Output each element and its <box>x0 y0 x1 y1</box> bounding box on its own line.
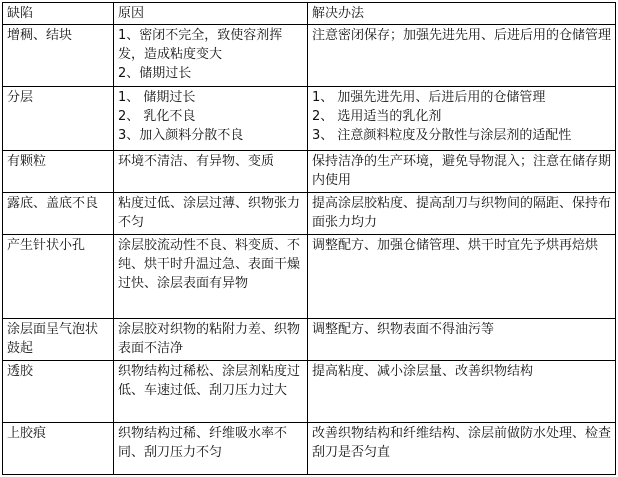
cause-line: 1、密闭不完全，致使容剂挥发，造成粘度变大 <box>118 28 283 62</box>
cause-cell <box>114 87 308 151</box>
defect-cell: 有颗粒 <box>3 151 114 193</box>
table-row <box>3 360 616 422</box>
cause-cell <box>114 318 308 360</box>
cause-cell <box>114 422 308 474</box>
solution-line: 改善织物结构和纤维结构、涂层前做防水处理、检查刮刀是否匀直 <box>312 425 612 460</box>
cause-line: 涂层胶流动性不良、料变质、不纯、烘干时升温过急、表面干燥过快、涂层表面有异物 <box>118 238 301 292</box>
header-solution: 解决办法 <box>308 3 616 25</box>
defect-label: 露底、盖底不良 <box>7 196 99 212</box>
cause-line: 2、储期过长 <box>118 66 192 81</box>
solution-line: 调整配方、织物表面不得油污等 <box>312 321 495 337</box>
table-row <box>3 422 616 474</box>
solution-cell <box>308 193 616 235</box>
header-cause: 原因 <box>114 3 308 25</box>
solution-line: 调整配方、加强仓储管理、烘干时宜先予烘再焙烘 <box>312 238 599 254</box>
defect-cell: 产生针状小孔 <box>3 235 114 318</box>
cause-line: 粘度过低、涂层过薄、织物张力不匀 <box>118 196 301 231</box>
table-row <box>3 87 616 151</box>
header-defect: 缺陷 <box>3 3 114 25</box>
cause-line: 涂层胶对织物的粘附力差、织物表面不洁净 <box>118 321 301 356</box>
solution-line: 提高粘度、减小涂层量、改善织物结构 <box>312 363 534 379</box>
defect-cell <box>3 318 114 360</box>
defect-cell: 分层 <box>3 87 114 151</box>
solution-cell <box>308 318 616 360</box>
solution-line: 1、 加强先进先用、后进后用的仓储管理 <box>312 90 546 106</box>
defect-cell: 透胶 <box>3 360 114 422</box>
defect-label: 涂层面呈气泡状鼓起 <box>7 321 99 356</box>
cause-line: 1、 储期过长 <box>118 90 196 106</box>
table-row <box>3 25 616 87</box>
solution-cell <box>308 235 616 318</box>
table-row <box>3 193 616 235</box>
defect-cell <box>3 193 114 235</box>
cause-cell <box>114 360 308 422</box>
cause-line: 3、加入颜料分散不良 <box>118 128 244 144</box>
table-header-row <box>3 3 616 25</box>
solution-cell <box>308 151 616 193</box>
solution-line: 3、 注意颜料粒度及分散性与涂层剂的适配性 <box>312 128 572 144</box>
cause-line: 2、 乳化不良 <box>118 109 196 125</box>
solution-cell <box>308 87 616 151</box>
table-row <box>3 235 616 318</box>
defect-table <box>2 2 616 475</box>
solution-line: 保持洁净的生产环境，避免导物混入；注意在储存期内使用 <box>312 154 612 189</box>
solution-line: 提高涂层胶粘度、提高刮刀与织物间的隔距、保持布面张力均力 <box>312 196 612 231</box>
defect-cell: 上胶痕 <box>3 422 114 474</box>
cause-cell <box>114 235 308 318</box>
cause-cell <box>114 25 308 87</box>
cause-line: 织物结构过稀松、涂层剂粘度过低、车速过低、刮刀压力过大 <box>118 363 301 398</box>
solution-cell <box>308 360 616 422</box>
table-row <box>3 318 616 360</box>
cause-line: 环境不清洁、有异物、变质 <box>118 154 275 170</box>
solution-line: 2、 选用适当的乳化剂 <box>312 109 442 125</box>
cause-cell <box>114 151 308 193</box>
cause-cell <box>114 193 308 235</box>
table-row <box>3 151 616 193</box>
solution-cell <box>308 422 616 474</box>
solution-line: 注意密闭保存；加强先进先用、后进后用的仓储管理 <box>312 28 612 43</box>
defect-cell: 增稠、结块 <box>3 25 114 87</box>
cause-line: 织物结构过稀、纤维吸水率不同、刮刀压力不匀 <box>118 425 288 460</box>
solution-cell <box>308 25 616 87</box>
